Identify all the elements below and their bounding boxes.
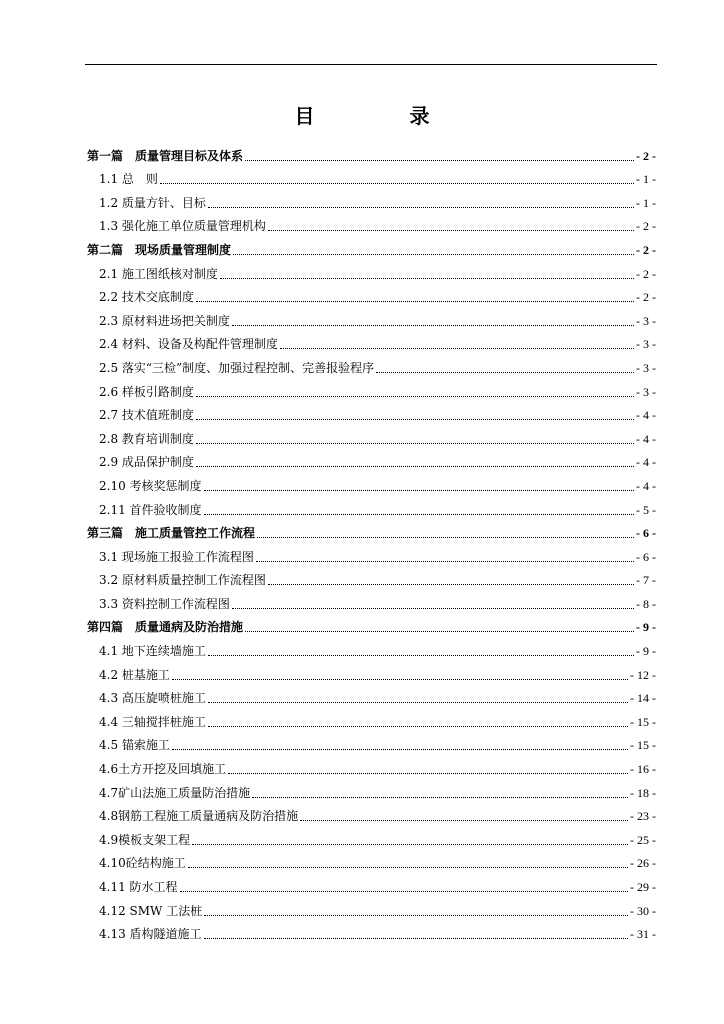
toc-entry-title: 2.7 技术值班制度 — [99, 408, 194, 423]
toc-page-number: - 16 - — [630, 762, 656, 777]
toc-page-number: - 2 - — [636, 290, 656, 305]
dot-leader — [280, 348, 634, 349]
dot-leader — [172, 679, 628, 680]
dot-leader — [196, 301, 634, 302]
toc-subsection-entry[interactable] — [87, 777, 656, 801]
toc-entry-title: 第四篇 质量通病及防治措施 — [87, 620, 244, 635]
toc-subsection-entry[interactable] — [87, 635, 656, 659]
toc-entry-title: 第二篇 现场质量管理制度 — [87, 242, 232, 257]
toc-page-number: - 1 - — [636, 172, 656, 187]
dot-leader — [196, 466, 634, 467]
toc-subsection-entry[interactable] — [87, 659, 656, 683]
dot-leader — [245, 160, 634, 161]
toc-entry-title: 4.8钢筋工程施工质量通病及防治措施 — [99, 809, 299, 824]
toc-page-number: - 2 - — [636, 242, 656, 257]
toc-subsection-entry[interactable] — [87, 352, 656, 376]
toc-page-number: - 2 - — [636, 219, 656, 234]
toc-subsection-entry[interactable] — [87, 871, 656, 895]
toc-subsection-entry[interactable] — [87, 919, 656, 943]
toc-subsection-entry[interactable] — [87, 423, 656, 447]
toc-entry-title: 3.1 现场施工报验工作流程图 — [99, 549, 254, 564]
toc-entry-title: 4.10砼结构施工 — [99, 856, 186, 871]
toc-page-number: - 3 - — [636, 313, 656, 328]
toc-entry-title: 2.1 施工图纸核对制度 — [99, 266, 218, 281]
dot-leader — [188, 867, 628, 868]
toc-page-number: - 15 - — [630, 714, 656, 729]
toc-subsection-entry[interactable] — [87, 258, 656, 282]
dot-leader — [172, 749, 628, 750]
dot-leader — [232, 325, 634, 326]
toc-entry-title: 2.5 落实“三检”制度、加强过程控制、完善报验程序 — [99, 360, 375, 375]
toc-entry-title: 4.13 盾构隧道施工 — [99, 927, 202, 942]
toc-subsection-entry[interactable] — [87, 730, 656, 754]
toc-page-number: - 5 - — [636, 502, 656, 517]
dot-leader — [232, 608, 634, 609]
toc-page-number: - 26 - — [630, 856, 656, 871]
toc-entry-title: 4.7矿山法施工质量防治措施 — [99, 785, 251, 800]
toc-page-number: - 31 - — [630, 927, 656, 942]
toc-subsection-entry[interactable] — [87, 164, 656, 188]
toc-subsection-entry[interactable] — [87, 895, 656, 919]
dot-leader — [256, 561, 634, 562]
toc-page-number: - 18 - — [630, 785, 656, 800]
toc-entry-title: 4.1 地下连续墙施工 — [99, 644, 206, 659]
toc-subsection-entry[interactable] — [87, 211, 656, 235]
toc-page-number: - 15 - — [630, 738, 656, 753]
toc-subsection-entry[interactable] — [87, 376, 656, 400]
toc-entry-title: 3.2 原材料质量控制工作流程图 — [99, 573, 266, 588]
toc-page-number: - 29 - — [630, 880, 656, 894]
toc-subsection-entry[interactable] — [87, 848, 656, 872]
dot-leader — [204, 514, 634, 515]
toc-entry-title: 3.3 资料控制工作流程图 — [99, 596, 230, 611]
toc-subsection-entry[interactable] — [87, 753, 656, 777]
dot-leader — [208, 702, 628, 703]
toc-entry-title: 2.11 首件验收制度 — [99, 502, 202, 517]
toc-entry-title: 1.1 总 则 — [99, 172, 158, 187]
header-rule — [85, 64, 657, 65]
toc-page-number: - 30 - — [630, 903, 656, 918]
toc-entry-title: 4.5 锚索施工 — [99, 738, 170, 753]
toc-page-number: - 3 - — [636, 384, 656, 399]
dot-leader — [228, 773, 628, 774]
dot-leader — [300, 820, 628, 821]
dot-leader — [180, 891, 628, 892]
toc-entry-title: 4.6土方开挖及回填施工 — [99, 762, 227, 777]
toc-page-number: - 7 - — [636, 573, 656, 588]
toc-section-entry[interactable] — [87, 234, 656, 258]
toc-section-entry[interactable] — [87, 612, 656, 636]
toc-page-number: - 2 - — [636, 148, 656, 163]
toc-entry-title: 4.11 防水工程 — [99, 880, 178, 894]
toc-page-number: - 6 - — [636, 549, 656, 564]
toc-page-number: - 6 - — [636, 526, 656, 541]
toc-page-number: - 4 - — [636, 455, 656, 470]
dot-leader — [220, 278, 634, 279]
dot-leader — [245, 631, 634, 632]
page-title: 目 录 — [294, 104, 474, 128]
dot-leader — [268, 584, 634, 585]
toc-subsection-entry[interactable] — [87, 187, 656, 211]
toc-section-entry[interactable] — [87, 518, 656, 542]
toc-page-number: - 9 - — [636, 644, 656, 659]
toc-subsection-entry[interactable] — [87, 282, 656, 306]
toc-entry-title: 2.2 技术交底制度 — [99, 290, 194, 305]
toc-page-number: - 12 - — [630, 667, 656, 682]
toc-page-number: - 2 - — [636, 266, 656, 281]
toc-subsection-entry[interactable] — [87, 494, 656, 518]
dot-leader — [268, 230, 634, 231]
toc-entry-title: 2.6 样板引路制度 — [99, 384, 194, 399]
toc-subsection-entry[interactable] — [87, 329, 656, 353]
dot-leader — [233, 254, 634, 255]
dot-leader — [208, 655, 634, 656]
toc-page-number: - 14 - — [630, 691, 656, 706]
toc-subsection-entry[interactable] — [87, 683, 656, 707]
toc-page-number: - 4 - — [636, 408, 656, 423]
toc-page-number: - 4 - — [636, 478, 656, 493]
dot-leader — [192, 844, 628, 845]
dot-leader — [208, 207, 634, 208]
toc-entry-title: 4.12 SMW 工法桩 — [99, 903, 203, 918]
toc-page-number: - 3 - — [636, 360, 656, 375]
dot-leader — [208, 726, 628, 727]
toc-subsection-entry[interactable] — [87, 565, 656, 589]
toc-page-number: - 4 - — [636, 431, 656, 446]
toc-subsection-entry[interactable] — [87, 305, 656, 329]
toc-subsection-entry[interactable] — [87, 470, 656, 494]
dot-leader — [196, 443, 634, 444]
toc-entry-title: 1.2 质量方针、目标 — [99, 195, 206, 210]
toc-page-number: - 3 - — [636, 337, 656, 352]
dot-leader — [376, 372, 634, 373]
table-of-contents — [87, 140, 656, 942]
dot-leader — [204, 490, 634, 491]
toc-entry-title: 2.3 原材料进场把关制度 — [99, 313, 230, 328]
toc-subsection-entry[interactable] — [87, 541, 656, 565]
toc-entry-title: 4.3 高压旋喷桩施工 — [99, 691, 206, 706]
toc-entry-title: 第一篇 质量管理目标及体系 — [87, 148, 244, 163]
toc-entry-title: 2.4 材料、设备及构配件管理制度 — [99, 337, 278, 352]
dot-leader — [252, 797, 628, 798]
toc-entry-title: 4.2 桩基施工 — [99, 667, 170, 682]
toc-entry-title: 2.10 考核奖惩制度 — [99, 478, 202, 493]
dot-leader — [196, 396, 634, 397]
toc-subsection-entry[interactable] — [87, 801, 656, 825]
toc-entry-title: 2.9 成品保护制度 — [99, 455, 194, 470]
toc-subsection-entry[interactable] — [87, 447, 656, 471]
toc-entry-title: 1.3 强化施工单位质量管理机构 — [99, 219, 266, 234]
dot-leader — [196, 419, 634, 420]
toc-page-number: - 25 - — [630, 832, 656, 847]
toc-subsection-entry[interactable] — [87, 400, 656, 424]
toc-subsection-entry[interactable] — [87, 824, 656, 848]
toc-page-number: - 1 - — [636, 195, 656, 210]
toc-entry-title: 4.9模板支架工程 — [99, 832, 191, 847]
toc-page-number: - 8 - — [636, 596, 656, 611]
toc-page-number: - 23 - — [630, 809, 656, 824]
dot-leader — [204, 938, 628, 939]
toc-subsection-entry[interactable] — [87, 706, 656, 730]
dot-leader — [257, 537, 634, 538]
toc-page-number: - 9 - — [636, 620, 656, 635]
toc-subsection-entry[interactable] — [87, 588, 656, 612]
toc-entry-title: 4.4 三轴搅拌桩施工 — [99, 714, 206, 729]
dot-leader — [160, 183, 634, 184]
dot-leader — [204, 915, 628, 916]
toc-entry-title: 第三篇 施工质量管控工作流程 — [87, 526, 256, 541]
toc-section-entry[interactable] — [87, 140, 656, 164]
toc-entry-title: 2.8 教育培训制度 — [99, 431, 194, 446]
